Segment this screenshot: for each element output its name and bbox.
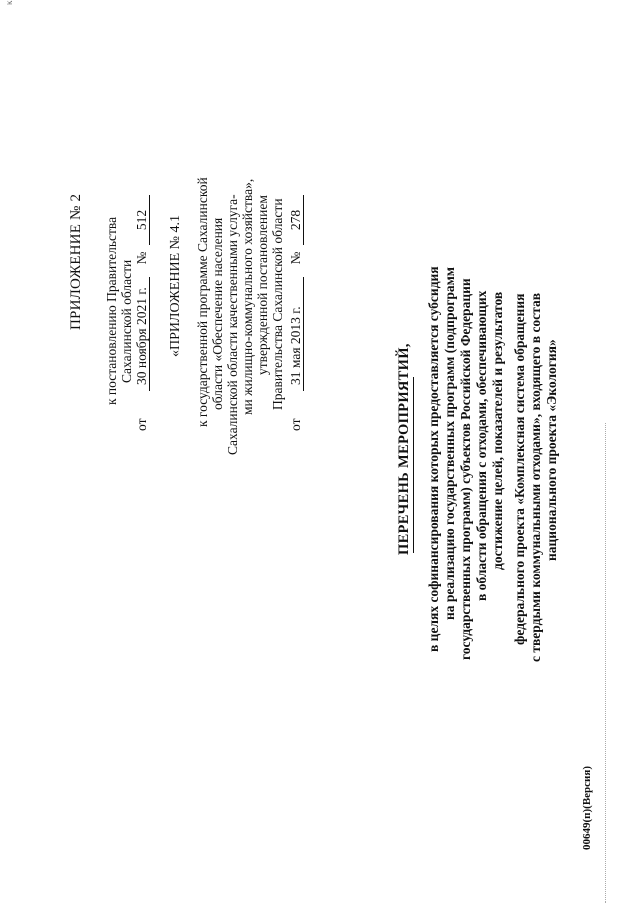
program-appendix-date: 31 мая 2013 г. [289,277,304,391]
body-line-4: в области обращения с отходами, обеспечивающих [474,290,489,601]
program-appendix-number: 278 [289,195,304,245]
title-underline [413,377,414,553]
body-line-7: с твердыми коммунальными отходами», входящего в состав [528,292,543,662]
program-appendix-ot: от [288,418,303,431]
program-appendix-line-5: утвержденной постановлением [255,195,270,375]
program-appendix-num-sign: № [288,251,303,265]
body-line-6: федерального проекта «Комплексная система обращения [512,293,527,645]
body-line-1: в целях софинансирования которых предоставляется субсидия [426,266,441,652]
body-line-8: национального проекта «Экология» [544,339,559,561]
program-appendix-line-4: ми жилищно-коммунального хозяйства», [240,178,255,415]
appendix-date: 30 ноября 2021 г. [135,277,150,391]
body-line-3: государственных программ) субъектов Российской Федерации [458,278,473,660]
program-appendix-title: «ПРИЛОЖЕНИЕ № 4.1 [168,215,183,357]
body-line-2: на реализацию государственных программ (подпрограмм [442,267,457,620]
appendix-num-sign: № [134,251,149,265]
body-line-5: достижение целей, показателей и результатов [490,291,505,570]
program-appendix-date-line [289,195,304,431]
appendix-date-line [135,195,150,431]
document-footer-code: 00649(п)(Версия) [581,766,593,850]
page-title: ПЕРЕЧЕНЬ МЕРОПРИЯТИЙ, [396,343,412,555]
appendix-ot: от [134,418,149,431]
corner-mark: κ [4,0,14,5]
program-appendix-line-2: области «Обеспечение населения [210,217,225,410]
program-appendix-line-3: Сахалинской области качественными услуга- [225,194,240,455]
appendix-line-1: к постановлению Правительства [104,216,119,405]
appendix-line-2: Сахалинской области [119,259,134,383]
scan-edge-dots [605,423,606,903]
program-appendix-line-6: Правительства Сахалинской области [270,198,285,410]
appendix-title: ПРИЛОЖЕНИЕ № 2 [68,193,84,330]
appendix-number: 512 [135,195,150,245]
program-appendix-line-1: к государственной программе Сахалинской [195,177,210,427]
